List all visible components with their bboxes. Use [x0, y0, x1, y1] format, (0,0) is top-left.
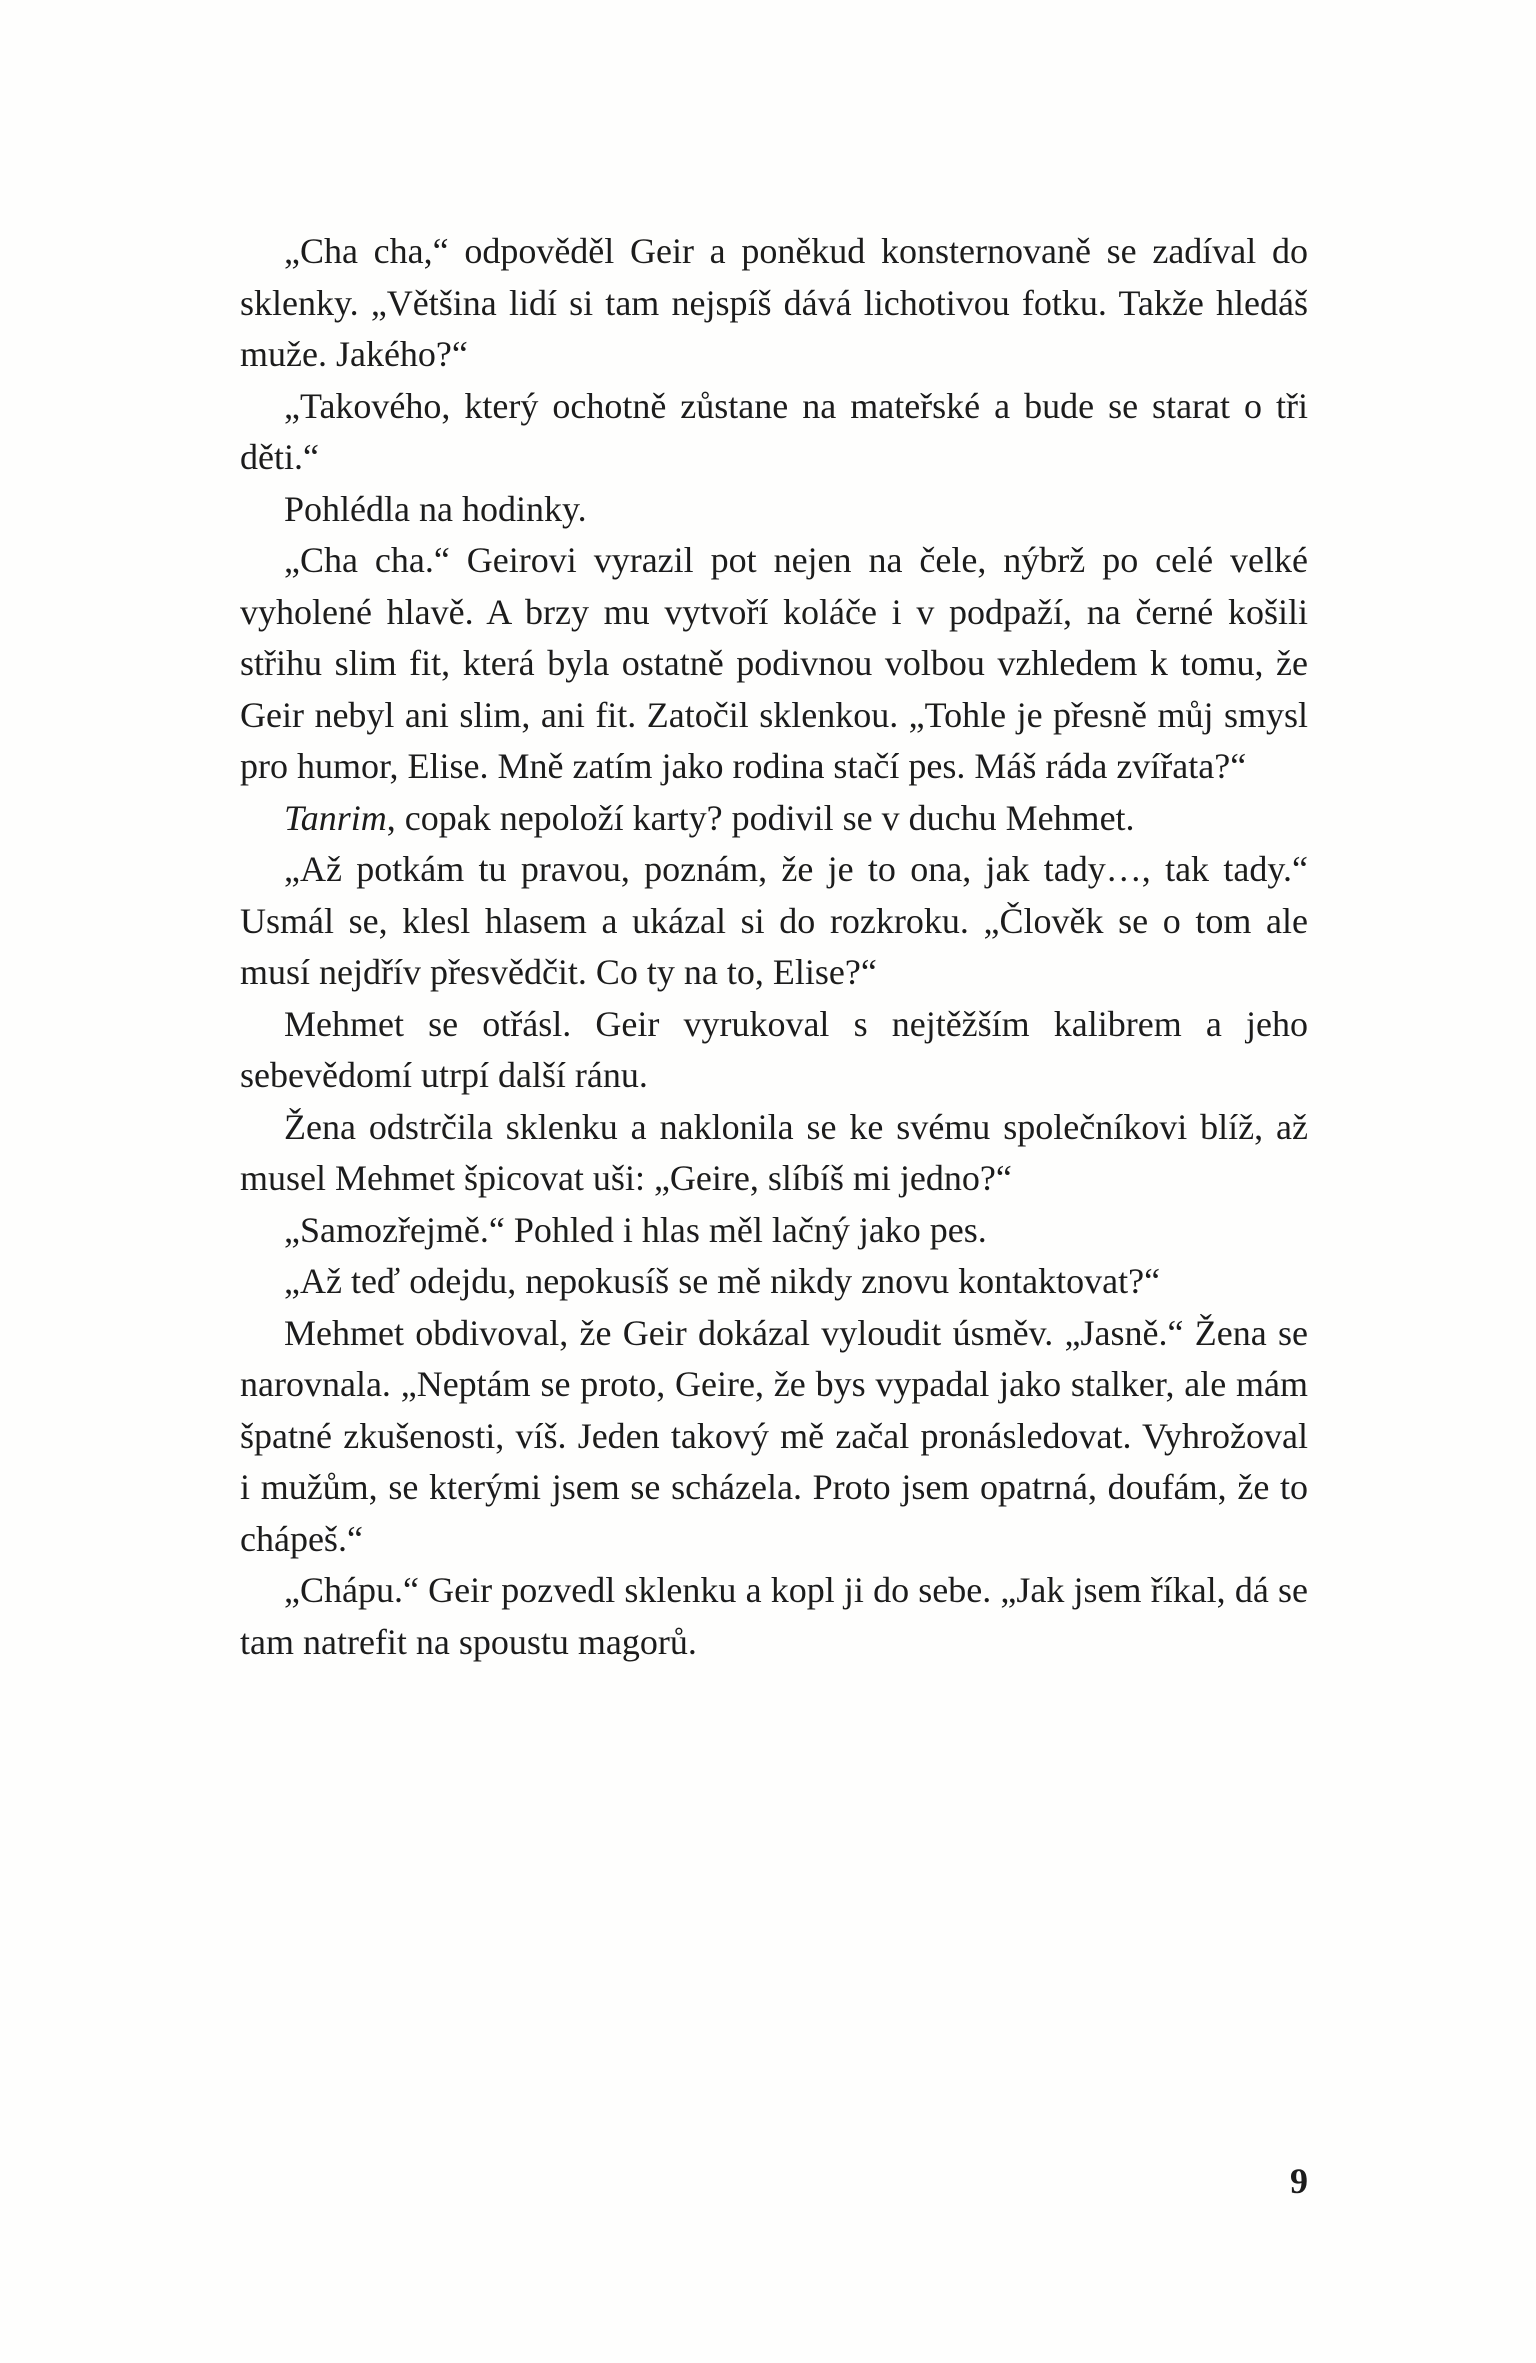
italic-text: Tanrim	[284, 797, 387, 838]
paragraph	[240, 844, 1308, 999]
text-run: „Cha cha,“ odpověděl Geir a poněkud konsternovaně se zadíval do sklenky. „Většina lidí si tam nejspíš dává lichotivou fotku. Takže hledáš muže. Jakého?“	[240, 231, 1308, 374]
paragraph	[240, 1102, 1308, 1205]
paragraph	[240, 535, 1308, 793]
text-run: „Takového, který ochotně zůstane na mateřské a bude se starat o tři děti.“	[240, 385, 1308, 477]
text-run: „Až potkám tu pravou, poznám, že je to ona, jak tady…, tak tady.“ Usmál se, klesl hlasem a ukázal si do rozkroku. „Člověk se o tom ale musí nejdřív přesvědčit. Co ty na to, Elise?“	[240, 849, 1308, 992]
paragraph	[240, 1205, 1308, 1257]
paragraph	[240, 1565, 1308, 1668]
text-run: Mehmet se otřásl. Geir vyrukoval s nejtěžším kalibrem a jeho sebevědomí utrpí další ránu.	[240, 1003, 1308, 1095]
paragraph	[240, 484, 1308, 536]
text-run: „Samozřejmě.“ Pohled i hlas měl lačný jako pes.	[284, 1209, 987, 1250]
text-run: „Až teď odejdu, nepokusíš se mě nikdy znovu kontaktovat?“	[284, 1261, 1161, 1301]
text-run: „Cha cha.“ Geirovi vyrazil pot nejen na čele, nýbrž po celé velké vyholené hlavě. A brzy mu vytvoří koláče i v podpaží, na černé košili střihu slim fit, která byla ostatně podivnou volbou vzhledem k tomu, že Geir nebyl ani slim, ani fit. Zatočil sklenkou. „Tohle je přesně můj smysl pro humor, Elise. Mně zatím jako rodina stačí pes. Máš ráda zvířata?“	[240, 540, 1308, 786]
paragraph	[240, 793, 1308, 845]
paragraph	[240, 226, 1308, 381]
paragraph	[240, 1256, 1308, 1308]
paragraph	[240, 999, 1308, 1102]
text-run: „Chápu.“ Geir pozvedl sklenku a kopl ji do sebe. „Jak jsem říkal, dá se tam natrefit na spoustu magorů.	[240, 1570, 1308, 1662]
paragraph	[240, 1308, 1308, 1566]
text-run: , copak nepoloží karty? podivil se v duchu Mehmet.	[386, 797, 1135, 838]
page-number: 9	[1290, 2161, 1308, 2201]
text-run: Žena odstrčila sklenku a naklonila se ke svému společníkovi blíž, až musel Mehmet špicovat uši: „Geire, slíbíš mi jedno?“	[240, 1106, 1308, 1198]
paragraph	[240, 381, 1308, 484]
text-run: Mehmet obdivoval, že Geir dokázal vyloudit úsměv. „Jasně.“ Žena se narovnala. „Neptám se proto, Geire, že bys vypadal jako stalker, ale mám špatné zkušenosti, víš. Jeden takový mě začal pronásledovat. Vyhrožoval i mužům, se kterými jsem se scházela. Proto jsem opatrná, doufám, že to chápeš.“	[240, 1312, 1308, 1559]
text-block	[240, 226, 1308, 1668]
text-run: Pohlédla na hodinky.	[284, 488, 587, 529]
